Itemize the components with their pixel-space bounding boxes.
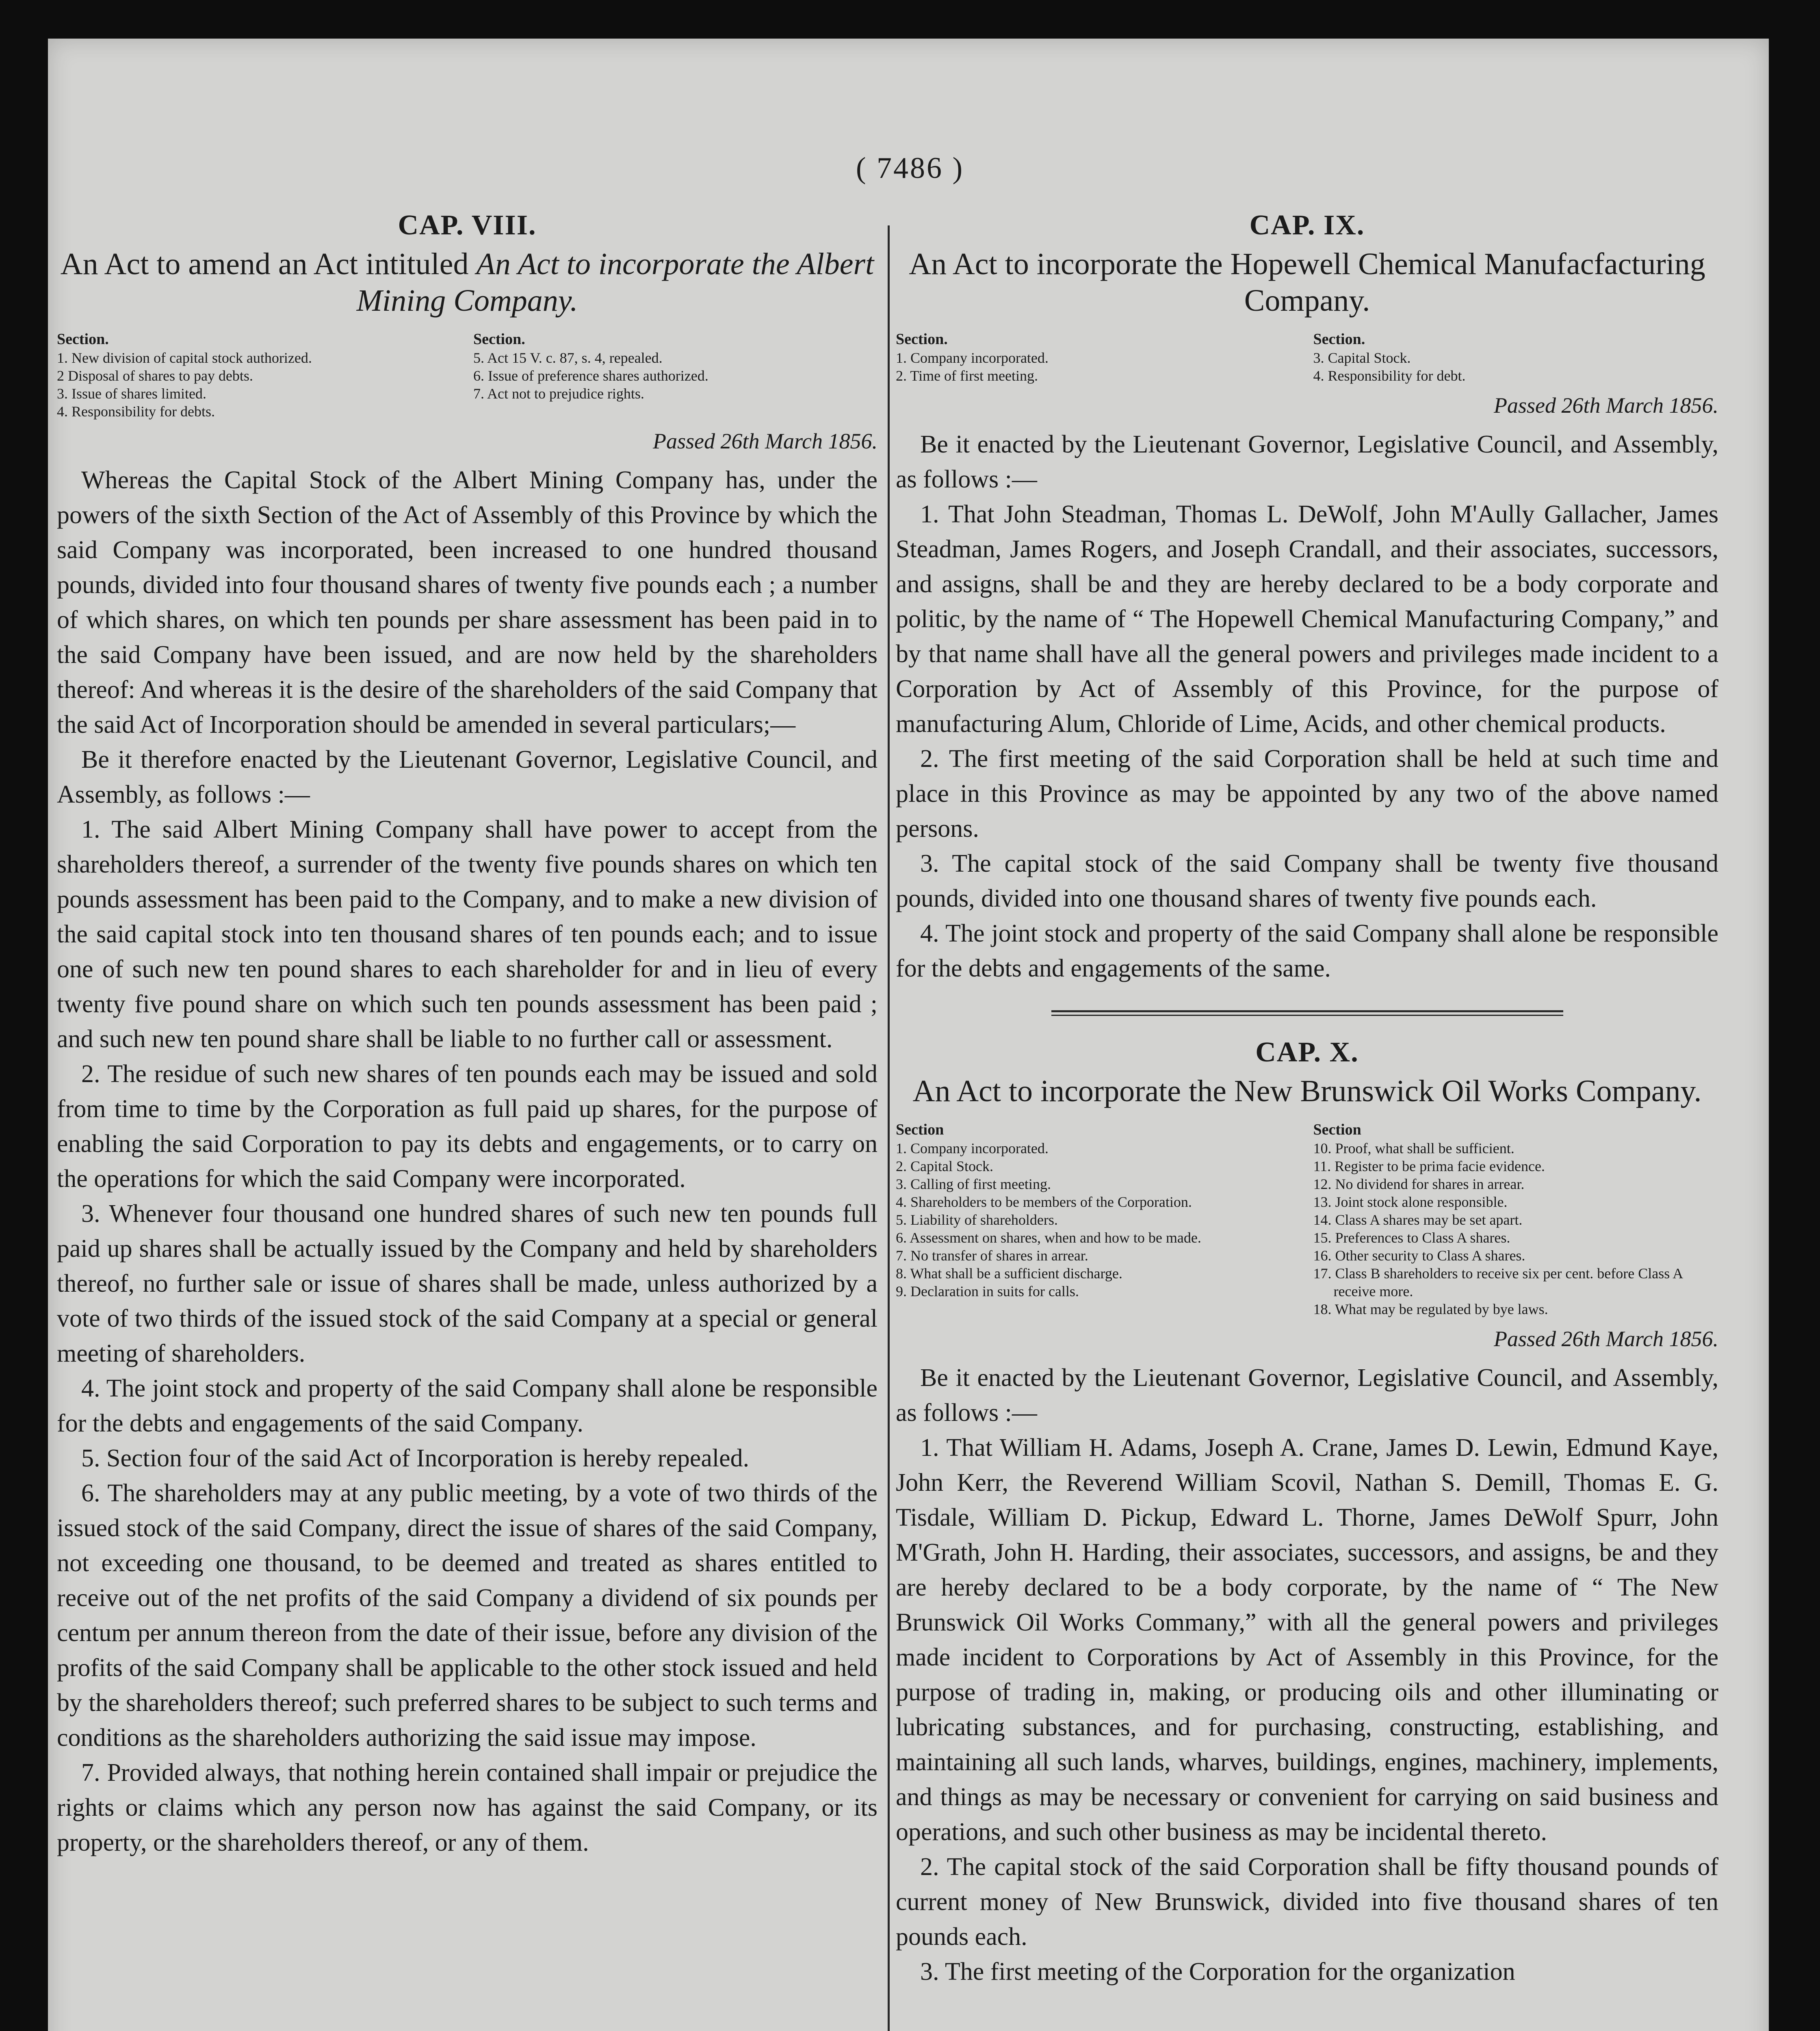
cap-ix-section-1: 1. That John Steadman, Thomas L. DeWolf, John M'Aully Gallacher, James Steadman, James Rogers, and Joseph Crandall, and their associates, successors, and assigns, shall be and they are hereby declared to be a body corporate and politic, by the name of “ The Hopewell Chemical Manufacturing Company,” and by that name shall have all the general powers and privileges made incident to a Corporation by Act of Assembly of this Province, for the purpose of manufacturing Alum, Chloride of Lime, Acids, and other chemical products. xyxy=(896,500,1718,738)
section-index-heading: Section. xyxy=(473,331,525,348)
cap-ix-heading: CAP. IX. xyxy=(1249,210,1365,241)
cap-x-section-3: 3. The first meeting of the Corporation for the organization xyxy=(920,1958,1515,1986)
cap-viii-title-plain: An Act to amend an Act intituled xyxy=(60,247,477,281)
section-index-item: 2. Time of first meeting. xyxy=(896,368,1038,384)
cap-viii-section-5: 5. Section four of the said Act of Incorporation is hereby repealed. xyxy=(81,1444,750,1472)
left-column xyxy=(57,209,878,1860)
section-index-item: 6. Issue of preference shares authorized. xyxy=(473,368,708,384)
section-index-item: 9. Declaration in suits for calls. xyxy=(896,1283,1079,1299)
cap-x-heading: CAP. X. xyxy=(1255,1037,1359,1068)
section-index-item: 11. Register to be prima facie evidence. xyxy=(1313,1158,1545,1174)
section-index-heading: Section. xyxy=(1313,331,1365,348)
section-index-item: 7. No transfer of shares in arrear. xyxy=(896,1247,1088,1264)
section-index-item: 2 Disposal of shares to pay debts. xyxy=(57,368,253,384)
cap-viii-section-1: 1. The said Albert Mining Company shall have power to accept from the shareholders thereof, a surrender of the twenty five pounds shares on which ten pounds assessment has been paid to the Company, and to make a new division of the said capital stock into ten thousand shares of ten pounds each; and to issue one of such new ten pound shares to each shareholder for and in lieu of every twenty five pound share on which such ten pounds assessment has been paid ; and such new ten pound share shall be liable to no further call or assessment. xyxy=(57,816,878,1053)
column-divider xyxy=(888,225,890,2031)
section-index-left xyxy=(896,330,1301,385)
section-index-left xyxy=(896,1121,1301,1318)
cap-ix-section-4: 4. The joint stock and property of the said Company shall alone be responsible for the debts and engagements of the same. xyxy=(896,920,1718,982)
section-index-heading: Section xyxy=(1313,1121,1361,1138)
section-index-item: 12. No dividend for shares in arrear. xyxy=(1313,1176,1525,1192)
cap-ix-section-2: 2. The first meeting of the said Corporation shall be held at such time and place in this Province as may be appointed by any two of the above named persons. xyxy=(896,745,1718,842)
page-number: ( 7486 ) xyxy=(856,152,964,185)
section-index-right xyxy=(1313,330,1719,385)
section-index-item: 3. Capital Stock. xyxy=(1313,350,1411,366)
section-index-item: 15. Preferences to Class A shares. xyxy=(1313,1230,1510,1246)
cap-viii-section-3: 3. Whenever four thousand one hundred shares of such new ten pounds full paid up shares shall be actually issued by the Company and held by shareholders thereof, no further sale or issue of shares shall be made, unless authorized by a vote of two thirds of the issued stock of the said Company at a special or general meeting of shareholders. xyxy=(57,1200,878,1367)
section-index-item: 5. Liability of shareholders. xyxy=(896,1212,1058,1228)
section-index-item: 6. Assessment on shares, when and how to be made. xyxy=(896,1230,1201,1246)
cap-ix-section-3: 3. The capital stock of the said Company shall be twenty five thousand pounds, divided into one thousand shares of twenty five pounds each. xyxy=(896,850,1718,912)
section-index-item: 16. Other security to Class A shares. xyxy=(1313,1247,1525,1264)
cap-viii-section-4: 4. The joint stock and property of the said Company shall alone be responsible for the debts and engagements of the said Company. xyxy=(57,1375,878,1437)
cap-viii-title-italic: An Act to incorporate the Albert Mining Company. xyxy=(356,247,874,318)
cap-viii-section-2: 2. The residue of such new shares of ten pounds each may be issued and sold from time to time by the Corporation as full paid up shares, for the purpose of enabling the said Corporation to pay its debts and engagements, or to carry on the operations for which the said Company were incorporated. xyxy=(57,1060,878,1193)
section-separator-rule xyxy=(1051,1010,1563,1016)
cap-viii-heading: CAP. VIII. xyxy=(398,210,537,241)
section-index-item: 1. Company incorporated. xyxy=(896,1140,1049,1156)
section-index-item: 17. Class B shareholders to receive six per cent. before Class A receive more. xyxy=(1313,1265,1683,1299)
section-index-item: 13. Joint stock alone responsible. xyxy=(1313,1194,1508,1210)
cap-ix-passed-date: Passed 26th March 1856. xyxy=(1494,393,1718,418)
cap-x-passed-date: Passed 26th March 1856. xyxy=(1494,1327,1718,1351)
section-index-item: 4. Shareholders to be members of the Corporation. xyxy=(896,1194,1192,1210)
cap-viii-section-7: 7. Provided always, that nothing herein contained shall impair or prejudice the rights or claims which any person now has against the said Company, or its property, or the shareholders thereof, or any of them. xyxy=(57,1759,878,1856)
section-index-item: 2. Capital Stock. xyxy=(896,1158,993,1174)
cap-ix-enacting-clause: Be it enacted by the Lieutenant Governor, Legislative Council, and Assembly, as follows :— xyxy=(896,431,1718,493)
section-index-item: 18. What may be regulated by bye laws. xyxy=(1313,1301,1548,1317)
section-index-item: 3. Issue of shares limited. xyxy=(57,385,206,402)
cap-x-title: An Act to incorporate the New Brunswick Oil Works Company. xyxy=(912,1074,1702,1108)
cap-ix-title: An Act to incorporate the Hopewell Chemical Manufacfacturing Company. xyxy=(909,247,1705,318)
cap-x-section-1: 1. That William H. Adams, Joseph A. Crane, James D. Lewin, Edmund Kaye, John Kerr, the Reverend William Scovil, Nathan S. Demill, Thomas E. G. Tisdale, William D. Pickup, Edward L. Thorne, James DeWolf Spurr, John M'Grath, John H. Harding, their associates, successors, and assigns, be and they are hereby declared to be a body corporate, by the name of “ The New Brunswick Oil Works Commany,” with all the general powers and privileges made incident to Corporations by Act of Assembly in this Province, for the purpose of trading in, making, or producing oils and other illuminating or lubricating substances, and for purchasing, constructing, establishing, and maintaining all such lands, wharves, buildings, engines, machinery, implements, and things as may be necessary or convenient for carrying on said business and operations, and such other business as may be incidental thereto. xyxy=(896,1434,1718,1846)
section-index-item: 4. Responsibility for debts. xyxy=(57,403,215,420)
section-index-item: 14. Class A shares may be set apart. xyxy=(1313,1212,1523,1228)
section-index-item: 1. Company incorporated. xyxy=(896,350,1049,366)
cap-viii-passed-date: Passed 26th March 1856. xyxy=(653,429,878,453)
cap-viii-title xyxy=(57,246,878,319)
section-index-item: 8. What shall be a sufficient discharge. xyxy=(896,1265,1122,1282)
section-index-item: 3. Calling of first meeting. xyxy=(896,1176,1051,1192)
right-column xyxy=(896,209,1718,1989)
section-index-item: 5. Act 15 V. c. 87, s. 4, repealed. xyxy=(473,350,663,366)
cap-ix-section-index xyxy=(896,330,1718,385)
cap-viii-section-6: 6. The shareholders may at any public meeting, by a vote of two thirds of the issued stock of the said Company, direct the issue of shares of the said Company, not exceeding one thousand, to be deemed and treated as shares entitled to receive out of the net profits of the said Company a dividend of six pounds per centum per annum thereon from the date of their issue, before any division of the profits of the said Company shall be applicable to the other stock issued and held by the shareholders thereof; such preferred shares to be subject to such terms and conditions as the shareholders authorizing the said issue may impose. xyxy=(57,1479,878,1752)
section-index-item: 1. New division of capital stock authorized. xyxy=(57,350,312,366)
cap-x-section-index xyxy=(896,1121,1718,1318)
cap-x-section-2: 2. The capital stock of the said Corporation shall be fifty thousand pounds of current money of New Brunswick, divided into five thousand shares of ten pounds each. xyxy=(896,1853,1718,1951)
section-index-item: 10. Proof, what shall be sufficient. xyxy=(1313,1140,1514,1156)
cap-viii-enacting-clause: Be it therefore enacted by the Lieutenant Governor, Legislative Council, and Assembly, as follows :— xyxy=(57,746,878,808)
section-index-right xyxy=(473,330,878,420)
section-index-heading: Section. xyxy=(896,331,948,348)
section-index-item: 4. Responsibility for debt. xyxy=(1313,368,1466,384)
section-index-item: 7. Act not to prejudice rights. xyxy=(473,385,644,402)
cap-viii-preamble: Whereas the Capital Stock of the Albert Mining Company has, under the powers of the sixth Section of the Act of Assembly of this Province by which the said Company was incorporated, been increased to one hundred thousand pounds, divided into four thousand shares of twenty five pounds each ; a number of which shares, on which ten pounds per share assessment has been paid in to the said Company have been issued, and are now held by the shareholders thereof: And whereas it is the desire of the shareholders of the said Company that the said Act of Incorporation should be amended in several particulars;— xyxy=(57,466,878,738)
section-index-right xyxy=(1313,1121,1719,1318)
section-index-left xyxy=(57,330,461,420)
section-index-heading: Section. xyxy=(57,331,109,348)
cap-x-enacting-clause: Be it enacted by the Lieutenant Governor, Legislative Council, and Assembly, as follows :— xyxy=(896,1364,1718,1427)
section-index-heading: Section xyxy=(896,1121,944,1138)
cap-viii-section-index xyxy=(57,330,878,420)
